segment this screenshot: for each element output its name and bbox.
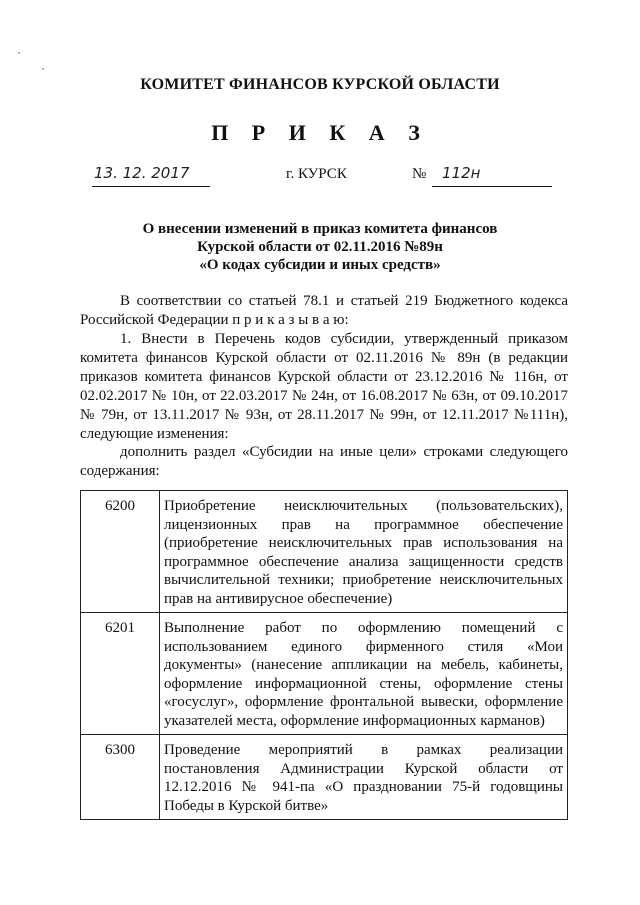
description-cell: Проведение мероприятий в рамках реализации постановления Администрации Курской области от 12.12.2016 № 941-па «О праздновании 75-й годовщины Победы в Курской битве»	[160, 735, 568, 820]
date-field	[92, 166, 210, 187]
item-1-paragraph: 1. Внести в Перечень кодов субсидии, утвержденный приказом комитета финансов Курской области от 02.11.2016 № 89н (в редакции приказов комитета финансов Курской области от 23.12.2016 № 116н, от 02.02.2017 № 10н, от 22.03.2017 № 24н, от 16.08.2017 № 63н, от 09.10.2017 № 79н, от 13.11.2017 № 93н, от 28.11.2017 № 99н, от 12.11.2017 №111н), следующие изменения:	[80, 331, 568, 442]
description-cell: Выполнение работ по оформлению помещений с использованием единого фирменного стиля «Мои документы» (нанесение аппликации на мебель, кабинеты, оформление информационной стены, оформление стены «госуслуг», оформление фронтальной вывески, оформление указателей места, оформление информационных карманов)	[160, 613, 568, 735]
body-paragraphs	[80, 292, 568, 444]
scan-speck	[18, 52, 20, 54]
number-label: №	[412, 166, 427, 182]
subject-line: «О кодах субсидии и иных средств»	[199, 257, 441, 273]
committee-title: КОМИТЕТ ФИНАНСОВ КУРСКОЙ ОБЛАСТИ	[140, 76, 500, 93]
table-row	[81, 735, 568, 820]
date-value: 13. 12. 2017	[94, 164, 190, 182]
code-cell: 6200	[81, 491, 160, 613]
subject-line: О внесении изменений в приказ комитета финансов	[142, 221, 498, 237]
code-cell: 6300	[81, 735, 160, 820]
number-value: 112н	[442, 164, 481, 182]
city-label: г. КУРСК	[286, 166, 347, 182]
intro-paragraph: В соответствии со статьей 78.1 и статьей 219 Бюджетного кодекса Российской Федерации п р и к а з ы в а ю:	[80, 293, 568, 328]
document-meta-row	[0, 166, 640, 190]
subject-line: Курской области от 02.11.2016 №89н	[197, 239, 443, 255]
table-row	[81, 491, 568, 613]
number-field	[432, 166, 552, 187]
description-cell: Приобретение неисключительных (пользовательских), лицензионных прав на программное обеспечение (приобретение неисключительных прав использования на программное обеспечение анализа защищенности средств вычислительной техники; приобретение неисключительных прав на антивирусное обеспечение)	[160, 491, 568, 613]
addition-paragraph-block	[80, 443, 568, 481]
scan-speck	[42, 68, 44, 70]
table-row	[81, 613, 568, 735]
subsidy-codes-table	[80, 490, 568, 820]
addition-paragraph: дополнить раздел «Субсидии на иные цели» строками следующего содержания:	[80, 444, 568, 479]
document-type-title: П Р И К А З	[211, 120, 429, 145]
document-subject	[0, 220, 640, 274]
code-cell: 6201	[81, 613, 160, 735]
